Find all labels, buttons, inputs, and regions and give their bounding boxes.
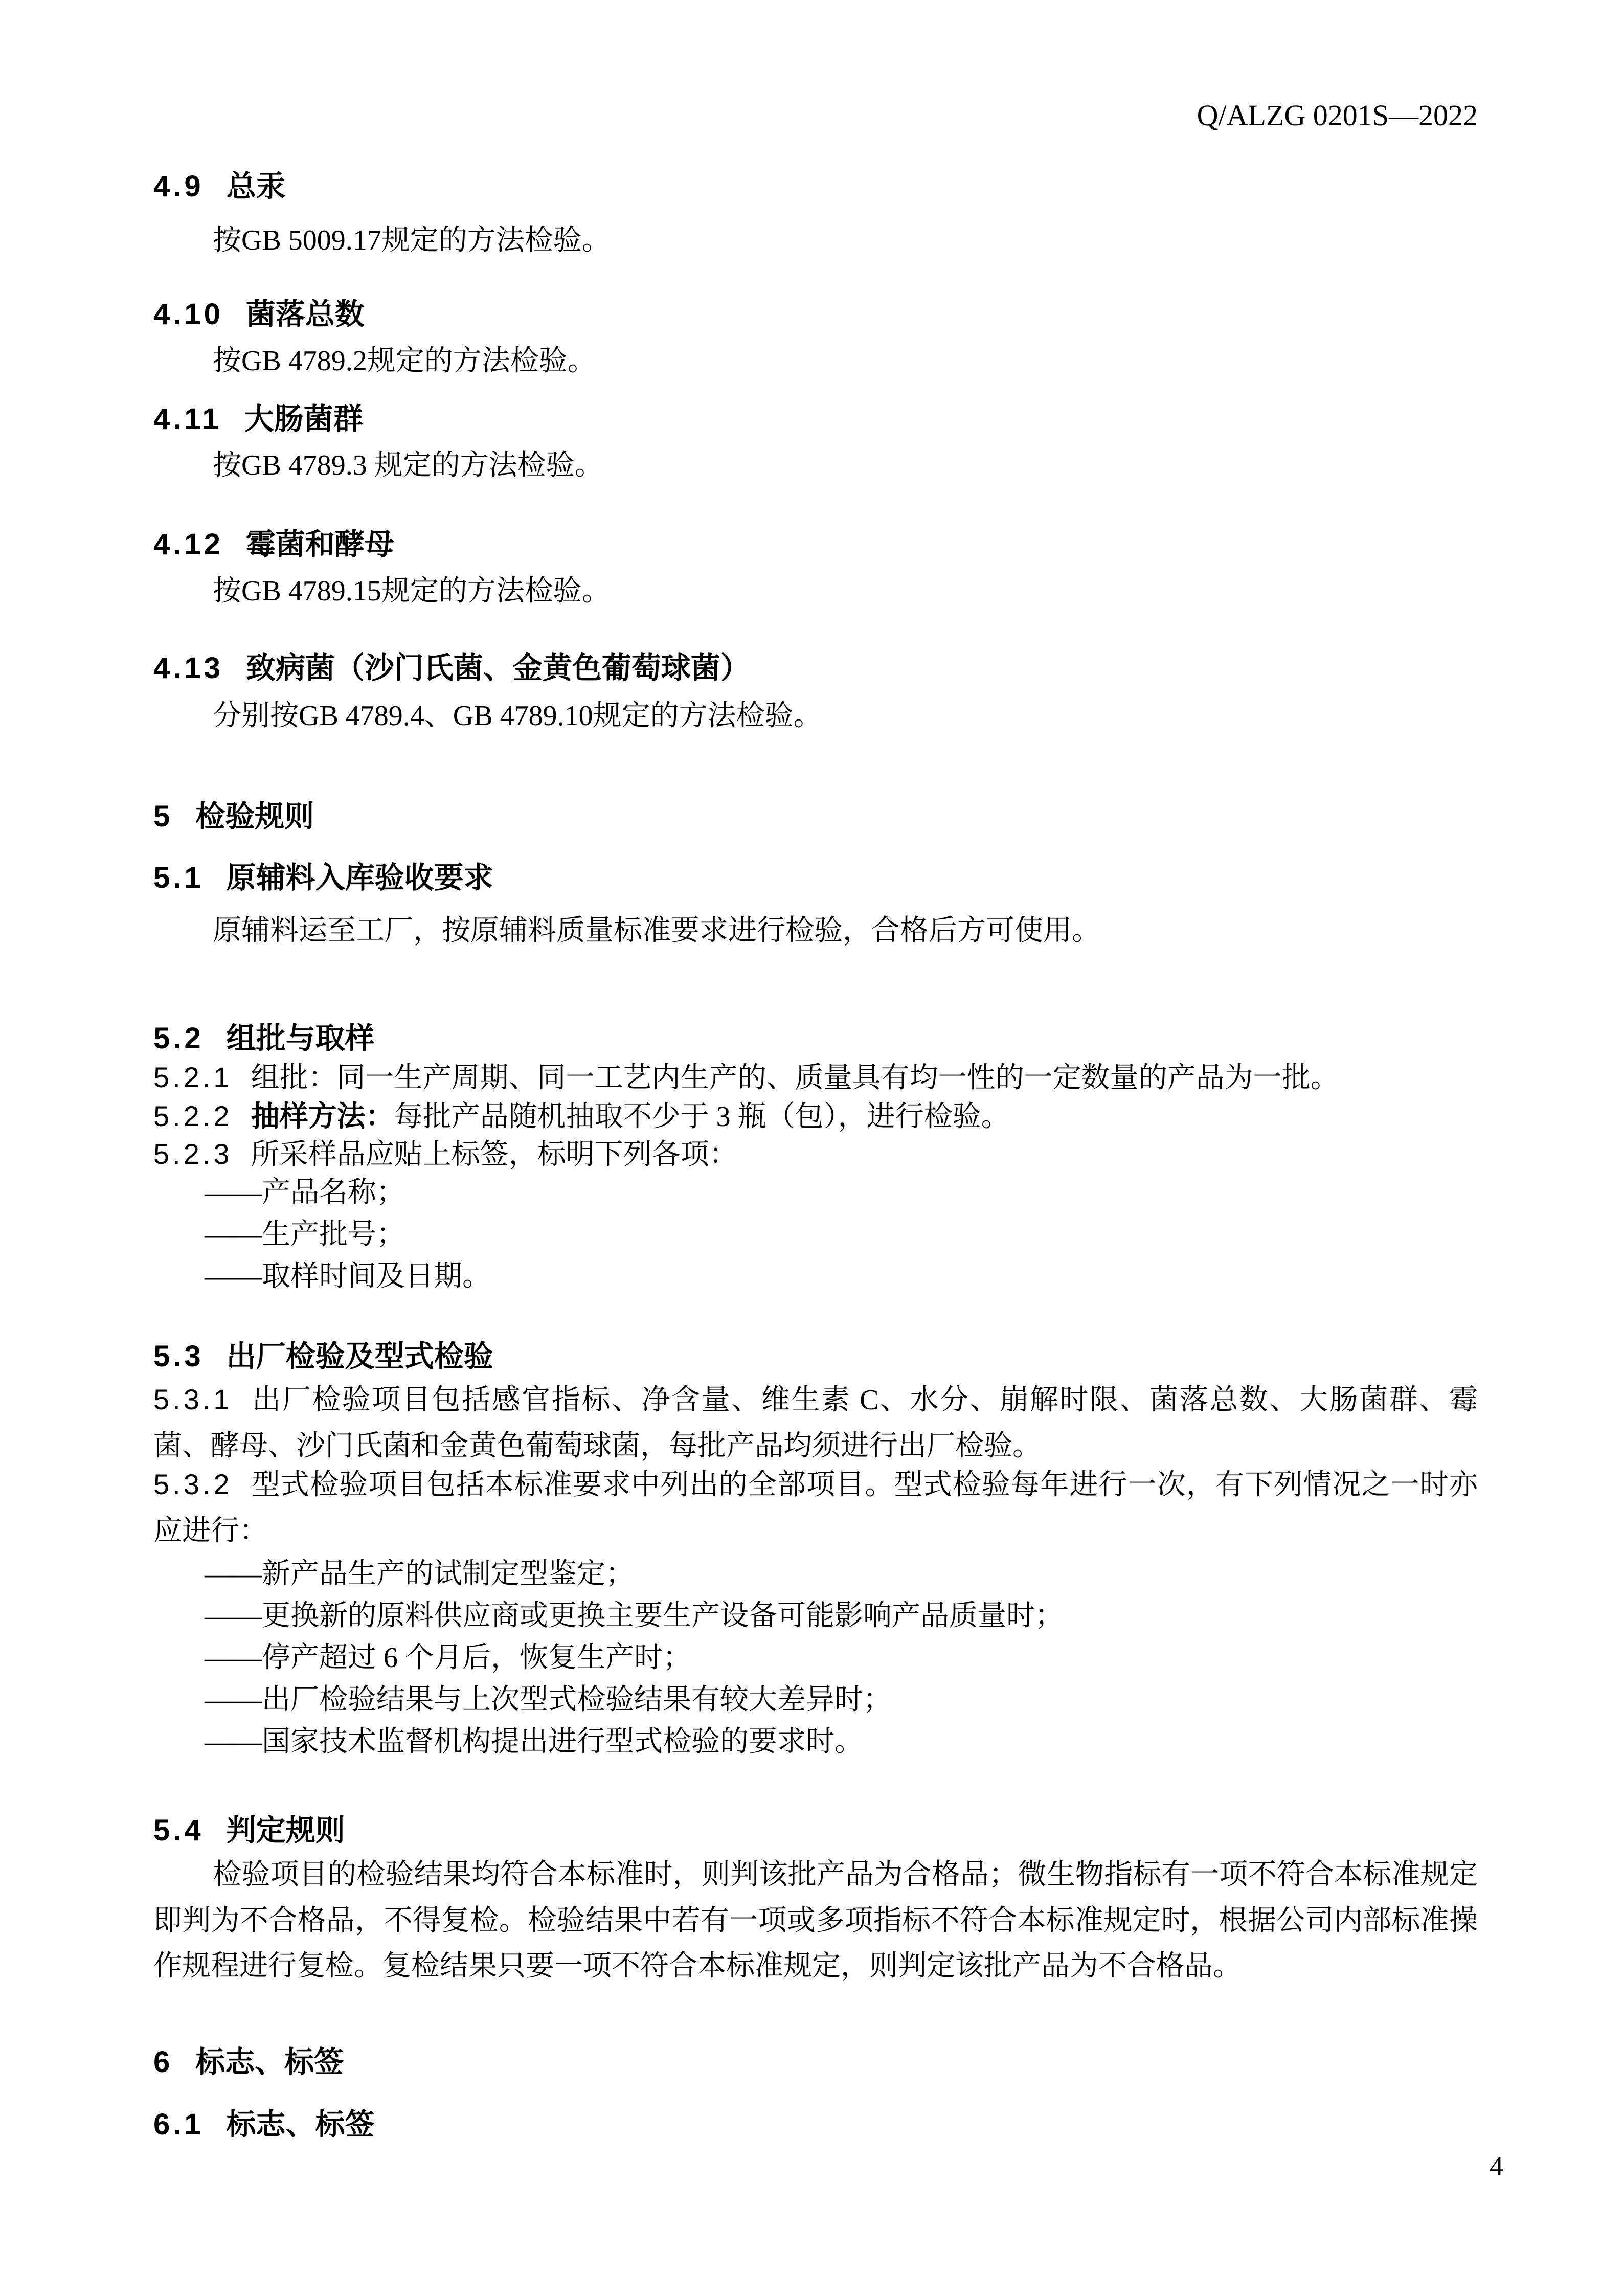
clause-text: 每批产品随机抽取不少于 3 瓶（包），进行检验。: [394, 1101, 1010, 1133]
section-4-12-heading: [153, 527, 1478, 562]
clause-number: 5.2.1: [153, 1061, 233, 1093]
section-title: 菌落总数: [245, 298, 365, 331]
section-number: 4.11: [153, 402, 222, 436]
section-4-9-body: 按GB 5009.17规定的方法检验。: [213, 224, 611, 256]
section-5-3-heading: [153, 1339, 1478, 1375]
section-4-9-heading: [153, 169, 1478, 205]
section-number: 5.2: [153, 1022, 204, 1055]
section-title: 标志、标签: [195, 2045, 344, 2079]
dash-item-result-difference: ——出厂检验结果与上次型式检验结果有较大差异时；: [205, 1684, 892, 1716]
clause-text: 所采样品应贴上标签，标明下列各项：: [251, 1139, 738, 1170]
section-title: 检验规则: [195, 800, 314, 833]
section-6-heading: [153, 2044, 1478, 2080]
dash-item-new-product: ——新产品生产的试制定型鉴定；: [205, 1558, 634, 1590]
section-title: 霉菌和酵母: [245, 528, 394, 561]
section-title: 总汞: [226, 170, 286, 203]
section-4-11-body: 按GB 4789.3 规定的方法检验。: [213, 449, 603, 481]
section-title: 组批与取样: [226, 1022, 375, 1055]
clause-number: 5.2.3: [153, 1138, 233, 1170]
section-number: 4.9: [153, 170, 204, 203]
section-number: 4.12: [153, 528, 223, 561]
section-number: 5.4: [153, 1814, 204, 1847]
clause-label: 抽样方法：: [251, 1100, 394, 1132]
section-title: 大肠菌群: [244, 402, 363, 436]
section-number: 4.10: [153, 298, 223, 331]
clause-number: 5.2.2: [153, 1100, 233, 1132]
section-5-1-body: 原辅料运至工厂，按原辅料质量标准要求进行检验，合格后方可使用。: [213, 915, 1100, 947]
clause-5-3-1: [153, 1377, 1478, 1469]
dash-item-sampling-time: ——取样时间及日期。: [205, 1260, 491, 1292]
section-4-11-heading: [153, 401, 1478, 437]
dash-item-production-resume: ——停产超过 6 个月后，恢复生产时；: [205, 1642, 691, 1674]
dash-item-supplier-change: ——更换新的原料供应商或更换主要生产设备可能影响产品质量时；: [205, 1600, 1064, 1632]
section-title: 判定规则: [226, 1814, 345, 1847]
section-number: 6: [153, 2045, 173, 2079]
section-number: 5.1: [153, 861, 204, 894]
clause-text: 出厂检验项目包括感官指标、净含量、维生素 C、水分、崩解时限、菌落总数、大肠菌群、霉菌、酵母、沙门氏菌和金黄色葡萄球菌，每批产品均须进行出厂检验。: [153, 1384, 1478, 1462]
standard-code-text: Q/ALZG 0201S—2022: [1197, 99, 1478, 132]
section-number: 6.1: [153, 2108, 204, 2141]
dash-item-product-name: ——产品名称；: [205, 1177, 405, 1208]
section-4-13-heading: [153, 650, 1478, 686]
section-5-4-body: 检验项目的检验结果均符合本标准时，则判该批产品为合格品；微生物指标有一项不符合本标准规定即判为不合格品，不得复检。检验结果中若有一项或多项指标不符合本标准规定时，根据公司内部标准操作规程进行复检。复检结果只要一项不符合本标准规定，则判定该批产品为不合格品。: [153, 1859, 1478, 1983]
section-5-2-heading: [153, 1021, 1478, 1056]
clause-number: 5.3.1: [153, 1383, 233, 1415]
section-title: 标志、标签: [226, 2108, 375, 2141]
section-title: 原辅料入库验收要求: [226, 861, 493, 894]
section-5-1-heading: [153, 860, 1478, 896]
section-4-13-body: 分别按GB 4789.4、GB 4789.10规定的方法检验。: [213, 700, 822, 732]
clause-number: 5.3.2: [153, 1468, 233, 1500]
clause-5-3-2: [153, 1461, 1478, 1554]
section-4-10-heading: [153, 297, 1478, 332]
section-number: 5.3: [153, 1340, 204, 1373]
section-title: 出厂检验及型式检验: [226, 1340, 493, 1373]
section-number: 5: [153, 800, 173, 833]
section-4-10-body: 按GB 4789.2规定的方法检验。: [213, 345, 596, 377]
clause-text: 型式检验项目包括本标准要求中列出的全部项目。型式检验每年进行一次，有下列情况之一时亦应进行：: [153, 1469, 1478, 1547]
section-5-4-heading: [153, 1813, 1478, 1849]
section-6-1-heading: [153, 2107, 1478, 2143]
section-5-heading: [153, 799, 1478, 835]
dash-item-authority-request: ——国家技术监督机构提出进行型式检验的要求时。: [205, 1726, 863, 1758]
section-title: 致病菌（沙门氏菌、金黄色葡萄球菌）: [245, 651, 750, 685]
section-number: 4.13: [153, 651, 223, 685]
dash-item-batch-number: ——生产批号；: [205, 1219, 405, 1250]
header-standard-code: [153, 98, 1478, 132]
page-number: 4: [1490, 2151, 1503, 2181]
section-4-12-body: 按GB 4789.15规定的方法检验。: [213, 575, 611, 607]
clause-text: 组批：同一生产周期、同一工艺内生产的、质量具有均一性的一定数量的产品为一批。: [251, 1062, 1339, 1094]
